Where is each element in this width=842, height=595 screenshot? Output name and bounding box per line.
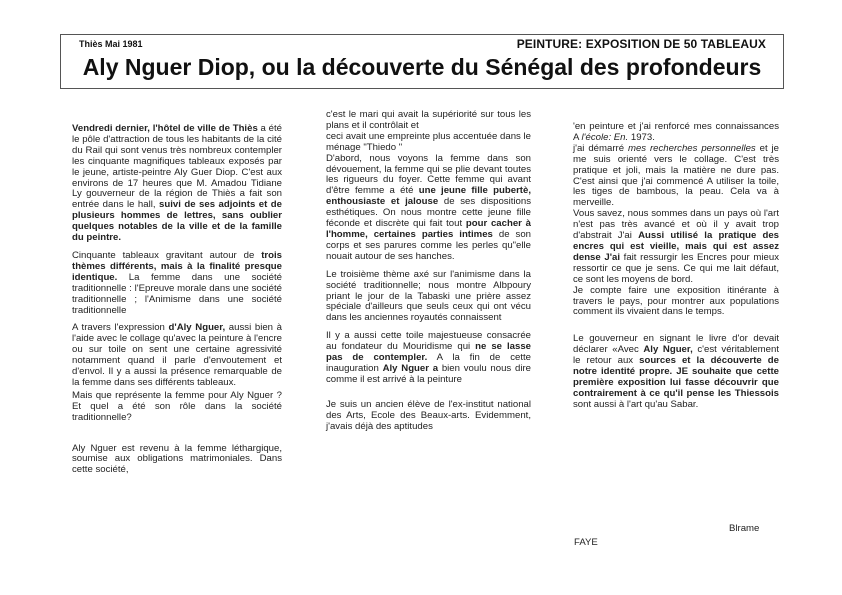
article-column-1 (72, 124, 282, 483)
paragraph: j'ai démarré mes recherches personnelles et je me suis orienté vers le collage. C'est très pratique et joli, mais la matière ne dure pas. C'est ainsi que j'ai commencé A utiliser la toile, les tiges de bambous, la peau. Cela va à merveille. (573, 142, 779, 209)
paragraph: Je suis un ancien élève de l'ex-institut national des Arts, Ecole des Beaux-arts. Evidemment, j'avais déjà des aptitudes (326, 398, 531, 432)
paragraph: Il y a aussi cette toile majestueuse consacrée au fondateur du Mouridisme qui ne se lasse pas de contempler. A la fin de cette inauguration Aly Nguer a bien voulu nous dire comme il est arrivé à la peinture (326, 330, 531, 385)
article-column-3 (573, 122, 779, 418)
paragraph: D'abord, nous voyons la femme dans son dévouement, la femme qui se plie devant toutes les rigueurs du foyer. Cette femme qui avant d'être femme a été une jeune fille pubertè, enthousiaste et jalouse de ses dispositions esthétiques. On nous montre cette jeune fille féconde et discrète qui fait tout pour cacher à l'homme, certaines parties intimes de son corps et ses parures comme les perles qu"elle nouait autour de ses hanches. (326, 152, 532, 262)
paragraph: 'en peinture et j'ai renforcé mes connaissances A l'école: En. 1973. (573, 121, 779, 143)
paragraph: Vendredi dernier, l'hôtel de ville de Thiès a été le pôle d'attraction de tous les habitants de la cité du Rail qui sont venus très nombreux contempler les cinquante magnifiques tableaux exposés par le jeune, artiste-peintre Aly Guer Diop. C'est aux environs de 17 heures que M. Amadou Tidiane Ly gouverneur de la région de Thiès a fait son entrée dans le hall, suivi de ses adjoints et de plusieurs hommes de lettres, sans oublier quelques notables de la ville et de la famille du peintre. (72, 123, 282, 244)
dateline: Thiès Mai 1981 (79, 39, 143, 49)
paragraph: Vous savez, nous sommes dans un pays où l'art n'est pas très avancé et où il y avait trop d'abstrait J'ai Aussi utilisé la pratique des encres qui est vieille, mais qui est assez dense J'ai fait ressurgir les Encres pour mieux ressortir ce que je sens. Ce qui me lait défaut, ce sont les moyens de bord. (573, 208, 779, 285)
author-signature-first-name: Blrame (729, 523, 760, 534)
paragraph: Cinquante tableaux gravitant autour de trois thèmes différents, mais à la finalité presque identique. La femme dans une société traditionnelle : l'Epreuve morale dans une société traditionnelle ; l'Animisme dans une société traditionnelle (72, 249, 282, 316)
paragraph: Mais que représente la femme pour Aly Nguer ? Et quel a été son rôle dans la société traditionnelle? (72, 389, 282, 423)
article-headline: Aly Nguer Diop, ou la découverte du Sénégal des profondeurs (82, 54, 762, 80)
section-title: PEINTURE: EXPOSITION DE 50 TABLEAUX (516, 37, 766, 51)
paragraph: Le troisième thème axé sur l'animisme dans la société traditionnelle; nous montre Albpoury priant le jour de la Tabaski une prière assez spéciale d'ailleurs que seuls ceux qui ont vécu dans les anciennes royautés connaissent (326, 268, 531, 324)
paragraph: Le gouverneur en signant le livre d'or devait déclarer «Avec Aly Nguer, c'est véritablement le retour aux sources et la découverte de notre identité propre. JE souhaite que cette première exposition lui fasse découvrir que contrairement à ce qu'il pense les Thiessois sont aussi à l'art qu'au Sabar. (573, 333, 779, 410)
paragraph: Je compte faire une exposition itinérante à travers le pays, pour montrer aux populations comment ils vivaient dans le temps. (573, 284, 779, 318)
paragraph: A travers l'expression d'Aly Nguer, aussi bien à l'aide avec le collage qu'avec la peinture à l'encre ou sur toile on sent une certaine agressivité notamment quand il parle d'envoutement et d'envol. Il y a aussi la présence remarquable de la femme dans ses différents tableaux. (72, 322, 283, 388)
lead-text: Vendredi dernier, l'hôtel de ville de Thiès (72, 123, 258, 134)
author-signature-last-name: FAYE (574, 537, 598, 548)
paragraph: ceci avait une empreinte plus accentuée dans le ménage "Thiedo " (326, 130, 531, 153)
article-column-2 (326, 110, 531, 439)
paragraph: c'est le mari qui avait la supériorité sur tous les plans et il contrôlait et (326, 109, 531, 131)
paragraph: Aly Nguer est revenu à la femme léthargique, soumise aux obligations matrimoniales. Dans cette société, (72, 442, 282, 476)
